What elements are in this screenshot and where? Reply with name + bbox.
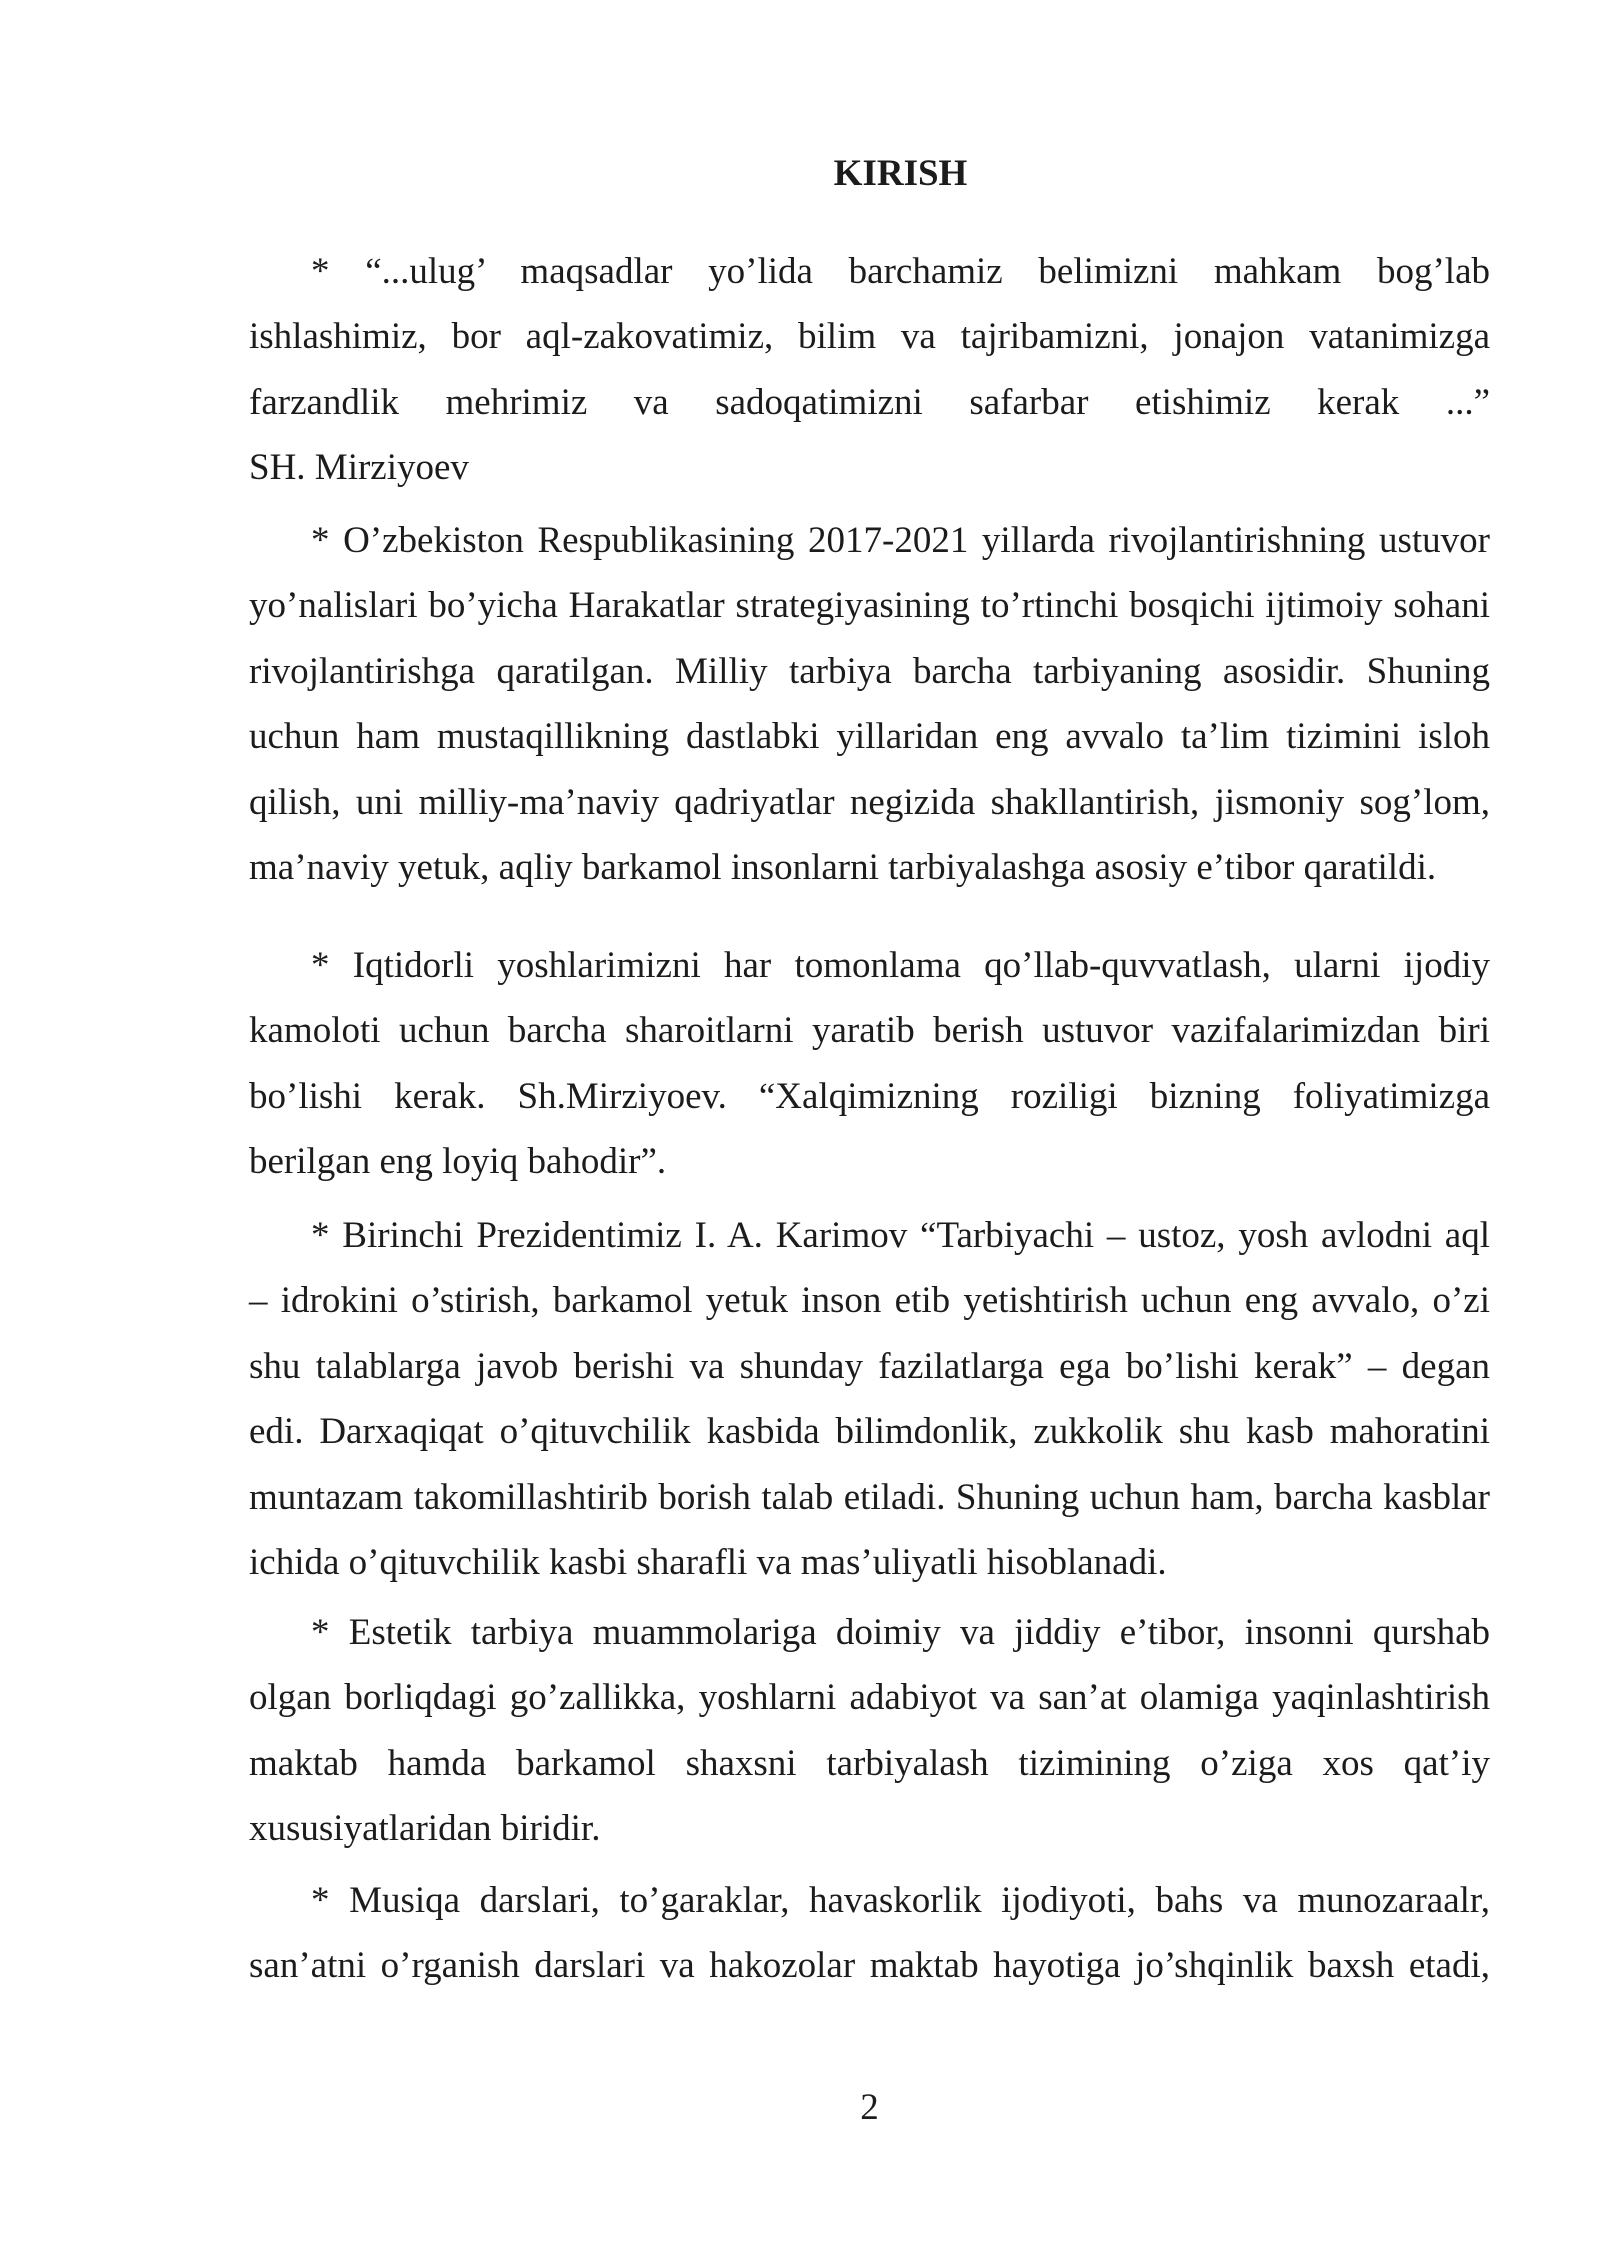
paragraph <box>249 508 1490 901</box>
paragraph-line <box>249 1600 1490 1666</box>
paragraph-line <box>249 1334 1490 1400</box>
line-text: san’atni o’rganish darslari va hakozolar maktab hayotiga jo’shqinlik baxsh etadi, <box>249 1945 1490 1986</box>
paragraph <box>249 1600 1490 1862</box>
line-text: berilgan eng loyiq bahodir”. <box>249 1141 667 1182</box>
paragraph-line <box>249 370 1490 436</box>
page-number: 2 <box>860 2087 879 2128</box>
line-text: * “...ulug’ maqsadlar yo’lida barchamiz belimizni mahkam bog’lab <box>311 250 1490 292</box>
line-text: olgan borliqdagi go’zallikka, yoshlarni adabiyot va san’at olamiga yaqinlashtirish <box>249 1677 1490 1718</box>
paragraph-line <box>249 1268 1490 1334</box>
line-text: yo’nalislari bo’yicha Harakatlar strategiyasining to’rtinchi bosqichi ijtimoiy sohani <box>249 585 1490 626</box>
paragraph-line <box>249 1064 1490 1130</box>
paragraph <box>249 933 1490 1195</box>
paragraph <box>249 239 1490 501</box>
line-text: maktab hamda barkamol shaxsni tarbiyalash tizimining o’ziga xos qat’iy <box>249 1742 1490 1784</box>
paragraph-line <box>249 639 1490 705</box>
line-text: * O’zbekiston Respublikasining 2017-2021 yillarda rivojlantirishning ustuvor <box>311 519 1490 561</box>
line-text: uchun ham mustaqillikning dastlabki yillaridan eng avvalo ta’lim tizimini isloh <box>249 716 1490 757</box>
line-text: muntazam takomillashtirib borish talab etiladi. Shuning uchun ham, barcha kasblar <box>249 1476 1490 1518</box>
paragraph-line <box>249 1796 1490 1862</box>
paragraph-line <box>249 933 1490 999</box>
line-text: ichida o’qituvchilik kasbi sharafli va mas’uliyatli hisoblanadi. <box>249 1542 1167 1583</box>
author-signature: SH. Mirziyoev <box>249 447 469 488</box>
paragraph-line <box>249 1465 1490 1531</box>
line-text: * Musiqa darslari, to’garaklar, havaskorlik ijodiyoti, bahs va munozaraalr, <box>311 1879 1490 1921</box>
paragraph-line <box>249 998 1490 1064</box>
line-text: – idrokini o’stirish, barkamol yetuk inson etib yetishtirish uchun eng avvalo, o’zi <box>249 1280 1490 1321</box>
paragraph-line <box>249 1129 1490 1195</box>
paragraph-line <box>249 1731 1490 1797</box>
line-text: farzandlik mehrimiz va sadoqatimizni safarbar etishimiz kerak ...” <box>249 381 1490 423</box>
line-text: ishlashimiz, bor aql-zakovatimiz, bilim va tajribamizni, jonajon vatanimizga <box>249 316 1490 357</box>
paragraph-line <box>249 239 1490 305</box>
line-text: * Birinchi Prezidentimiz I. A. Karimov “Tarbiyachi – ustoz, yosh avlodni aql <box>311 1214 1490 1256</box>
line-text: qilish, uni milliy-ma’naviy qadriyatlar negizida shakllantirish, jismoniy sog’lom, <box>249 781 1490 823</box>
paragraph-line <box>249 770 1490 836</box>
paragraph-line <box>249 304 1490 370</box>
line-text: xususiyatlaridan biridir. <box>249 1808 601 1849</box>
line-text: edi. Darxaqiqat o’qituvchilik kasbida bilimdonlik, zukkolik shu kasb mahoratini <box>249 1411 1490 1452</box>
line-text: kamoloti uchun barcha sharoitlarni yaratib berish ustuvor vazifalarimizdan biri <box>249 1010 1490 1051</box>
paragraph-line <box>249 573 1490 639</box>
document-title: KIRISH <box>833 153 968 194</box>
paragraph-line <box>249 1665 1490 1731</box>
paragraph-line <box>249 1933 1490 1999</box>
paragraph <box>249 1868 1490 1999</box>
paragraph <box>249 1203 1490 1596</box>
paragraph-line <box>249 508 1490 574</box>
paragraph-line <box>249 1868 1490 1934</box>
line-text: * Iqtidorli yoshlarimizni har tomonlama qo’llab-quvvatlash, ularni ijodiy <box>311 944 1490 986</box>
line-text: shu talablarga javob berishi va shunday fazilatlarga ega bo’lishi kerak” – degan <box>249 1345 1490 1387</box>
line-text: bo’lishi kerak. Sh.Mirziyoev. “Xalqimizning roziligi bizning foliyatimizga <box>249 1075 1490 1117</box>
paragraph-line <box>249 1203 1490 1269</box>
paragraph-line <box>249 1399 1490 1465</box>
paragraph-line <box>249 704 1490 770</box>
paragraph-line <box>249 1530 1490 1596</box>
line-text: * Estetik tarbiya muammolariga doimiy va jiddiy e’tibor, insonni qurshab <box>311 1611 1490 1653</box>
line-text: ma’naviy yetuk, aqliy barkamol insonlarni tarbiyalashga asosiy e’tibor qaratildi. <box>249 847 1437 888</box>
paragraph-line <box>249 435 1490 501</box>
document-body <box>249 141 1490 1999</box>
paragraph-line <box>249 835 1490 901</box>
line-text: rivojlantirishga qaratilgan. Milliy tarbiya barcha tarbiyaning asosidir. Shuning <box>249 650 1490 692</box>
